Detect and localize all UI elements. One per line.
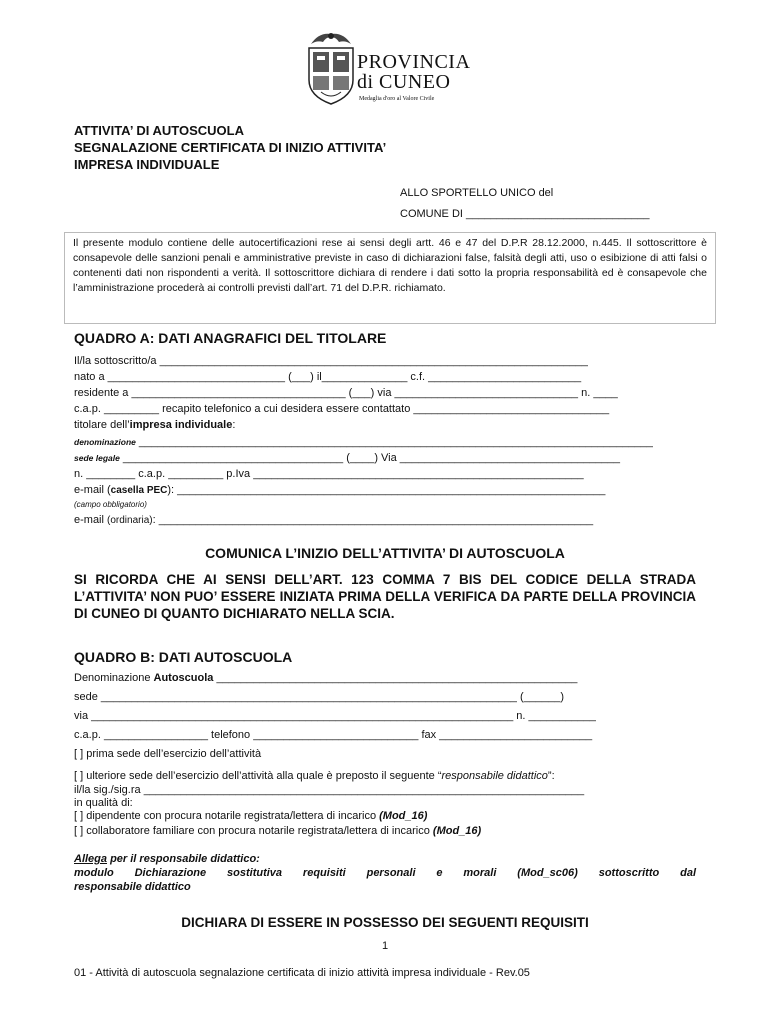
- responsabile-didattico-italic: responsabile didattico: [441, 770, 548, 782]
- checkbox-prima-sede[interactable]: [ ] prima sede dell’esercizio dell’attività: [74, 748, 262, 760]
- header-line3: IMPRESA INDIVIDUALE: [74, 157, 220, 172]
- email-line: : _______________________________________________________________________: [152, 514, 594, 526]
- allega-rest: per il responsabile didattico:: [107, 853, 260, 865]
- collaboratore-label: [ ] collaboratore familiare con procura notarile registrata/lettera di incarico: [74, 825, 433, 837]
- autoscuola-bold: Autoscuola: [153, 672, 214, 684]
- pec-prefix: e-mail (: [74, 484, 111, 496]
- allega-word: Allega: [74, 853, 108, 865]
- email-ordinaria-label: (ordinaria): [107, 515, 153, 526]
- ulteriore-suffix: ”:: [547, 770, 555, 782]
- checkbox-collaboratore[interactable]: [74, 823, 481, 840]
- allega-modulo: modulo Dichiarazione sostitutiva requisiti personali e morali (Mod_sc06) sottoscritto dal: [74, 867, 696, 879]
- coat-of-arms-icon: [305, 30, 357, 108]
- recipient-comune: COMUNE DI ______________________________: [400, 208, 650, 220]
- notice-box: Il presente modulo contiene delle autocertificazioni rese ai sensi degli artt. 46 e 47 del D.P.R 28.12.2000, n.445. Il sottoscrittore è consapevole delle sanzioni penali e amministrative previste in caso di dichiarazioni false, falsità degli atti, uso o esibizione di atti falsi o contenenti dati non rispondenti a verità. Il sottoscrittore dichiara di rendere i dati sotto la propria responsabilità ed è consapevole che l’amministrazione procederà ai controlli previsti dall’art. 71 del D.P.R. richiamato.: [64, 232, 716, 324]
- ulteriore-prefix: [ ] ulteriore sede dell’esercizio dell’attività alla quale è preposto il seguente “: [74, 770, 442, 782]
- titolare-prefix: titolare dell’: [74, 419, 130, 431]
- logo: [305, 30, 475, 108]
- logo-motto: Medaglia d'oro al Valore Civile: [359, 96, 435, 102]
- sede-legale-line: ____________________________________ (____) Via ____________________________________: [119, 452, 621, 464]
- recipient-line1: ALLO SPORTELLO UNICO del: [400, 187, 554, 199]
- pec-bold: casella PEC: [110, 485, 168, 496]
- allega-responsabile: responsabile didattico: [74, 881, 191, 893]
- in-qualita-label: in qualità di:: [74, 797, 133, 809]
- dipendente-mod: (Mod_16): [379, 810, 428, 822]
- field-denominazione-autoscuola[interactable]: [74, 670, 577, 687]
- pec-line: ): ______________________________________________________________________: [167, 484, 606, 496]
- email-prefix: e-mail: [74, 514, 108, 526]
- field-piva[interactable]: n. ________ c.a.p. _________ p.Iva ______________________________________________________: [74, 468, 584, 480]
- pec-required-note: (campo obbligatorio): [74, 500, 147, 509]
- sede-legale-label: sede legale: [74, 453, 120, 463]
- field-denominazione[interactable]: [74, 434, 653, 451]
- dichiara-heading: DICHIARA DI ESSERE IN POSSESSO DEI SEGUENTI REQUISITI: [181, 915, 589, 930]
- field-pec[interactable]: [74, 482, 605, 500]
- denominazione-label: denominazione: [74, 437, 136, 447]
- header-line2: SEGNALAZIONE CERTIFICATA DI INIZIO ATTIVITA’: [74, 140, 387, 155]
- header-title: [74, 122, 386, 173]
- comunica-heading: COMUNICA L’INIZIO DELL’ATTIVITA’ DI AUTOSCUOLA: [205, 545, 565, 561]
- titolare-label: [74, 417, 235, 434]
- titolare-bold: impresa individuale: [129, 419, 233, 431]
- collaboratore-mod: (Mod_16): [432, 825, 482, 837]
- field-residente[interactable]: residente a ___________________________________ (___) via ______________________________ n. ____: [74, 387, 618, 399]
- denominazione-line: ____________________________________________________________________________________: [135, 436, 653, 448]
- field-email-ordinaria[interactable]: [74, 512, 593, 530]
- footer-text: 01 - Attività di autoscuola segnalazione certificata di inizio attività impresa individuale - Rev.05: [74, 967, 530, 979]
- field-nato-a[interactable]: nato a _____________________________ (___) il______________ c.f. _________________________: [74, 371, 582, 383]
- titolare-suffix: :: [232, 419, 236, 431]
- field-sede[interactable]: sede ____________________________________________________________________ (______): [74, 691, 564, 703]
- logo-line2: di CUNEO: [357, 71, 451, 93]
- dipendente-label: [ ] dipendente con procura notarile registrata/lettera di incarico: [74, 810, 380, 822]
- quadro-a-title: QUADRO A: DATI ANAGRAFICI DEL TITOLARE: [74, 330, 387, 346]
- logo-line1: PROVINCIA: [357, 51, 471, 73]
- header-line1: ATTIVITA’ DI AUTOSCUOLA: [74, 123, 244, 138]
- field-sig[interactable]: il/la sig./sig.ra ________________________________________________________________________: [74, 784, 585, 796]
- autoscuola-prefix: Denominazione: [74, 672, 154, 684]
- field-cap-telefono[interactable]: c.a.p. _________ recapito telefonico a cui desidera essere contattato ________________________________: [74, 403, 610, 415]
- field-sottoscritto[interactable]: Il/la sottoscritto/a ______________________________________________________________________: [74, 355, 588, 367]
- page-number: 1: [381, 940, 389, 952]
- field-via[interactable]: via _____________________________________________________________________ n. ___________: [74, 710, 596, 722]
- field-sede-legale[interactable]: [74, 450, 620, 467]
- field-cap-telefono-fax[interactable]: c.a.p. _________________ telefono ___________________________ fax _________________________: [74, 729, 593, 741]
- quadro-b-title: QUADRO B: DATI AUTOSCUOLA: [74, 649, 293, 665]
- warning-text: SI RICORDA CHE AI SENSI DELL’ART. 123 COMMA 7 BIS DEL CODICE DELLA STRADA L’ATTIVITA’ NON PUO’ ESSERE INIZIATA PRIMA DELLA VERIFICA DA PARTE DELLA PROVINCIA DI CUNEO DI QUANTO DICHIARATO NELLA SCIA.: [74, 572, 696, 621]
- autoscuola-line: ___________________________________________________________: [213, 672, 578, 684]
